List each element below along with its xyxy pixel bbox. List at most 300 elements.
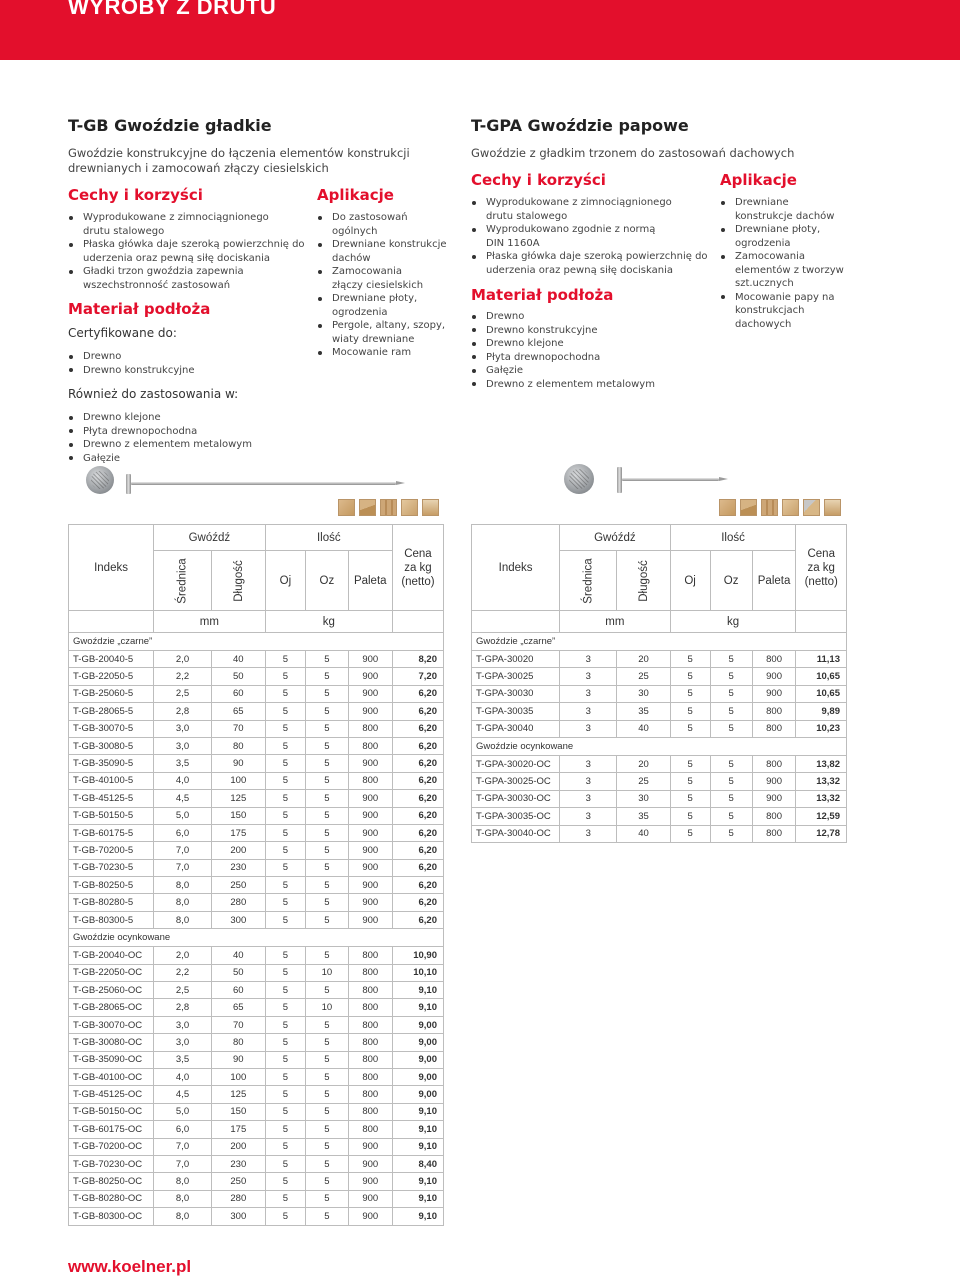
cell-price: 12,78 [796, 825, 847, 842]
cell-index: T-GPA-30025-OC [472, 773, 560, 790]
cell-oj: 5 [670, 668, 710, 685]
certified-list [68, 350, 308, 377]
cell-diameter: 8,0 [154, 1190, 212, 1207]
col-header-price: Cena za kg (netto) [392, 525, 443, 611]
table-row [69, 790, 444, 807]
cell-oj: 5 [670, 808, 710, 825]
cell-index: T-GB-30080-OC [69, 1034, 154, 1051]
col-header-price: Cena za kg (netto) [796, 525, 847, 611]
cell-index: T-GB-45125-OC [69, 1086, 154, 1103]
cell-oz: 5 [306, 1121, 349, 1138]
list-item: Płaska główka daje szeroką powierzchnię do uderzenia oraz pewną siłę dociskania [68, 238, 313, 265]
cell-price: 10,90 [392, 947, 443, 964]
cell-oj: 5 [265, 737, 305, 754]
cell-oz: 5 [306, 1173, 349, 1190]
col-header-pallet: Paleta [348, 551, 392, 611]
cell-oj: 5 [670, 773, 710, 790]
col-header-length: Długość [617, 551, 670, 611]
cell-length: 125 [211, 1086, 265, 1103]
cell-pallet: 900 [348, 1190, 392, 1207]
cell-oz: 5 [306, 755, 349, 772]
cell-pallet: 900 [348, 1173, 392, 1190]
cell-oz: 5 [306, 1016, 349, 1033]
cell-oj: 5 [670, 720, 710, 737]
features-list [68, 211, 308, 292]
cell-length: 250 [211, 1173, 265, 1190]
col-header-oj: Oj [670, 551, 710, 611]
cell-oj: 5 [265, 999, 305, 1016]
list-item: Drewno konstrukcyjne [68, 364, 308, 378]
cell-index: T-GB-30070-5 [69, 720, 154, 737]
cell-index: T-GB-20040-5 [69, 651, 154, 668]
unit-mm: mm [154, 611, 266, 633]
cell-diameter: 8,0 [154, 1208, 212, 1225]
table-row [69, 1173, 444, 1190]
cell-length: 30 [617, 685, 670, 702]
cell-oj: 5 [265, 651, 305, 668]
cell-oj: 5 [265, 720, 305, 737]
cell-length: 40 [617, 720, 670, 737]
cell-pallet: 900 [752, 685, 796, 702]
cell-oz: 5 [306, 772, 349, 789]
cell-pallet: 800 [348, 720, 392, 737]
cell-index: T-GPA-30040-OC [472, 825, 560, 842]
applications-list [317, 211, 457, 360]
cell-price: 10,10 [392, 964, 443, 981]
cell-index: T-GB-28065-OC [69, 999, 154, 1016]
cell-pallet: 900 [348, 1208, 392, 1225]
cell-price: 8,20 [392, 651, 443, 668]
cell-price: 6,20 [392, 824, 443, 841]
list-item: Płaska główka daje szeroką powierzchnię do uderzenia oraz pewną siłę dociskania [471, 250, 716, 277]
cell-index: T-GB-22050-5 [69, 668, 154, 685]
cell-length: 300 [211, 1208, 265, 1225]
product-title: T-GB Gwoździe gładkie [68, 116, 272, 135]
applications-heading: Aplikacje [317, 186, 394, 204]
cell-oj: 5 [265, 1051, 305, 1068]
cell-length: 175 [211, 1121, 265, 1138]
cell-pallet: 900 [348, 807, 392, 824]
list-item: Drewno [471, 310, 711, 324]
cell-diameter: 3 [560, 755, 617, 772]
cell-price: 9,10 [392, 982, 443, 999]
list-item: Gałęzie [68, 452, 308, 466]
table-row [69, 1155, 444, 1172]
cell-index: T-GB-80300-OC [69, 1208, 154, 1225]
wood-swatch-icon [422, 499, 439, 516]
cell-oj: 5 [265, 1121, 305, 1138]
cell-price: 9,00 [392, 1068, 443, 1085]
cell-oj: 5 [670, 825, 710, 842]
cell-price: 10,65 [796, 668, 847, 685]
cell-diameter: 7,0 [154, 859, 212, 876]
wood-swatch-icon [761, 499, 778, 516]
cell-oj: 5 [265, 1190, 305, 1207]
cell-oj: 5 [265, 859, 305, 876]
cell-price: 6,20 [392, 859, 443, 876]
col-header-diameter: Średnica [560, 551, 617, 611]
wood-swatch-icon [401, 499, 418, 516]
cell-length: 60 [211, 685, 265, 702]
cell-oj: 5 [265, 877, 305, 894]
cell-length: 40 [617, 825, 670, 842]
cell-diameter: 5,0 [154, 1103, 212, 1120]
table-row [69, 1208, 444, 1225]
wood-swatch-icon [359, 499, 376, 516]
features-list [471, 196, 711, 277]
wood-swatch-icon [803, 499, 820, 516]
group-label: Gwoździe ocynkowane [472, 737, 847, 755]
cell-diameter: 3,0 [154, 1034, 212, 1051]
cell-index: T-GB-30080-5 [69, 737, 154, 754]
cell-index: T-GB-50150-5 [69, 807, 154, 824]
cell-price: 8,40 [392, 1155, 443, 1172]
also-label: Również do zastosowania w: [68, 387, 239, 401]
cell-diameter: 3,0 [154, 1016, 212, 1033]
cell-diameter: 2,5 [154, 982, 212, 999]
cell-pallet: 800 [348, 1103, 392, 1120]
table-row [69, 859, 444, 876]
cell-diameter: 3,5 [154, 1051, 212, 1068]
cell-index: T-GPA-30035-OC [472, 808, 560, 825]
table-row [69, 1051, 444, 1068]
table-row [472, 790, 847, 807]
cell-pallet: 900 [348, 877, 392, 894]
cell-index: T-GB-35090-OC [69, 1051, 154, 1068]
cell-length: 65 [211, 703, 265, 720]
cell-diameter: 6,0 [154, 824, 212, 841]
product-tgb-title-block [68, 116, 458, 176]
cell-oj: 5 [670, 755, 710, 772]
table-row [69, 737, 444, 754]
cell-diameter: 4,5 [154, 1086, 212, 1103]
materials-list [471, 310, 711, 391]
list-item: Drewno [68, 350, 308, 364]
cell-oj: 5 [265, 790, 305, 807]
applications-section [317, 186, 457, 360]
cell-oj: 5 [265, 685, 305, 702]
list-item: Mocowanie ram [317, 346, 457, 360]
cell-oz: 5 [306, 737, 349, 754]
cell-pallet: 900 [348, 685, 392, 702]
footer-url[interactable]: www.koelner.pl [68, 1257, 192, 1276]
cell-length: 300 [211, 911, 265, 928]
cell-index: T-GPA-30040 [472, 720, 560, 737]
table-row [472, 685, 847, 702]
cell-diameter: 8,0 [154, 894, 212, 911]
cell-diameter: 3 [560, 790, 617, 807]
cell-price: 6,20 [392, 877, 443, 894]
list-item: Płyta drewnopochodna [68, 425, 308, 439]
cell-pallet: 900 [348, 824, 392, 841]
cell-oj: 5 [265, 1086, 305, 1103]
table-row [69, 651, 444, 668]
list-item: Pergole, altany, szopy, wiaty drewniane [317, 319, 462, 346]
cell-price: 13,32 [796, 773, 847, 790]
cell-index: T-GB-20040-OC [69, 947, 154, 964]
applications-heading: Aplikacje [720, 171, 797, 189]
cell-index: T-GPA-30025 [472, 668, 560, 685]
applications-list [720, 196, 860, 331]
cell-length: 80 [211, 737, 265, 754]
list-item: Zamocowania złączy ciesielskich [317, 265, 432, 292]
cell-index: T-GB-40100-5 [69, 772, 154, 789]
list-item: Drewno klejone [471, 337, 711, 351]
list-item: Gładki trzon gwoździa zapewnia wszechstronność zastosowań [68, 265, 283, 292]
cell-oj: 5 [265, 842, 305, 859]
table-row [472, 668, 847, 685]
cell-index: T-GB-45125-5 [69, 790, 154, 807]
table-row [69, 842, 444, 859]
cell-diameter: 3 [560, 773, 617, 790]
cell-oz: 5 [710, 720, 752, 737]
cell-diameter: 7,0 [154, 1155, 212, 1172]
wood-swatch-icon [338, 499, 355, 516]
cell-price: 9,00 [392, 1034, 443, 1051]
cell-oz: 5 [306, 894, 349, 911]
group-label: Gwoździe ocynkowane [69, 929, 444, 947]
table-row [69, 824, 444, 841]
cell-oz: 5 [710, 668, 752, 685]
cell-oz: 5 [306, 668, 349, 685]
cell-length: 125 [211, 790, 265, 807]
unit-cell [392, 611, 443, 633]
list-item: Drewniane płoty, ogrodzenia [317, 292, 437, 319]
features-heading: Cechy i korzyści [68, 186, 203, 204]
cell-length: 280 [211, 1190, 265, 1207]
cell-diameter: 5,0 [154, 807, 212, 824]
cell-oz: 5 [306, 790, 349, 807]
cell-price: 13,82 [796, 755, 847, 772]
unit-cell [69, 611, 154, 633]
cell-pallet: 800 [348, 999, 392, 1016]
material-heading: Materiał podłoża [68, 300, 211, 318]
cell-diameter: 3 [560, 720, 617, 737]
list-item: Drewno konstrukcyjne [471, 324, 711, 338]
table-row [69, 877, 444, 894]
cell-pallet: 900 [348, 911, 392, 928]
cell-length: 100 [211, 1068, 265, 1085]
col-header-quantity: Ilość [670, 525, 796, 551]
features-heading: Cechy i korzyści [471, 171, 606, 189]
cell-length: 150 [211, 1103, 265, 1120]
list-item: Drewno z elementem metalowym [471, 378, 711, 392]
table-row [472, 703, 847, 720]
cell-oz: 5 [306, 1103, 349, 1120]
cell-length: 60 [211, 982, 265, 999]
cell-oz: 5 [710, 790, 752, 807]
wood-swatch-icon [782, 499, 799, 516]
cell-pallet: 800 [348, 1051, 392, 1068]
cell-price: 6,20 [392, 772, 443, 789]
nail-head-icon [86, 466, 114, 494]
col-header-index: Indeks [472, 525, 560, 611]
cell-price: 9,89 [796, 703, 847, 720]
cell-diameter: 3 [560, 668, 617, 685]
table-row [69, 1103, 444, 1120]
product-tgpa-title-block [471, 116, 891, 161]
cell-index: T-GB-80250-OC [69, 1173, 154, 1190]
cell-price: 6,20 [392, 703, 443, 720]
cell-pallet: 900 [348, 1155, 392, 1172]
cell-oz: 5 [306, 1051, 349, 1068]
nail-shaft-icon [131, 482, 396, 485]
cell-diameter: 2,8 [154, 999, 212, 1016]
nail-shaft-icon [622, 478, 719, 481]
cell-pallet: 800 [752, 703, 796, 720]
cell-diameter: 2,2 [154, 668, 212, 685]
col-header-oj: Oj [265, 551, 305, 611]
cell-pallet: 800 [348, 982, 392, 999]
table-row [472, 651, 847, 668]
cell-pallet: 900 [348, 790, 392, 807]
cell-price: 6,20 [392, 911, 443, 928]
cell-price: 6,20 [392, 842, 443, 859]
cell-length: 65 [211, 999, 265, 1016]
cell-length: 80 [211, 1034, 265, 1051]
cell-pallet: 800 [752, 720, 796, 737]
page-title: WYROBY Z DRUTU [68, 0, 277, 19]
product-subtitle-line: drewnianych i zamocowań złączy ciesielskich [68, 161, 329, 175]
cell-oj: 5 [265, 807, 305, 824]
cell-diameter: 3 [560, 825, 617, 842]
cell-price: 9,00 [392, 1016, 443, 1033]
cell-oz: 10 [306, 999, 349, 1016]
group-label: Gwoździe „czarne” [472, 633, 847, 651]
table-row [472, 773, 847, 790]
cell-price: 9,10 [392, 999, 443, 1016]
cell-pallet: 800 [348, 1086, 392, 1103]
cell-index: T-GB-70230-OC [69, 1155, 154, 1172]
cell-index: T-GB-28065-5 [69, 703, 154, 720]
cell-index: T-GB-70200-OC [69, 1138, 154, 1155]
table-row [69, 964, 444, 981]
table-row [69, 911, 444, 928]
cell-pallet: 900 [348, 651, 392, 668]
cell-diameter: 3,0 [154, 737, 212, 754]
cell-diameter: 3 [560, 808, 617, 825]
cell-diameter: 4,5 [154, 790, 212, 807]
table-row [69, 1086, 444, 1103]
cell-price: 7,20 [392, 668, 443, 685]
cell-index: T-GB-70200-5 [69, 842, 154, 859]
cell-oj: 5 [265, 1068, 305, 1085]
col-header-index: Indeks [69, 525, 154, 611]
cell-oj: 5 [265, 1173, 305, 1190]
cell-diameter: 4,0 [154, 1068, 212, 1085]
col-header-oz: Oz [306, 551, 349, 611]
cell-pallet: 800 [348, 1121, 392, 1138]
list-item: Drewniane konstrukcje dachów [720, 196, 845, 223]
list-item: Drewniane płoty, ogrodzenia [720, 223, 845, 250]
cell-length: 25 [617, 773, 670, 790]
table-body [69, 633, 444, 1226]
cell-price: 9,10 [392, 1208, 443, 1225]
cell-oz: 5 [710, 703, 752, 720]
cell-oz: 5 [710, 685, 752, 702]
cell-oz: 5 [306, 1208, 349, 1225]
cell-pallet: 900 [348, 859, 392, 876]
product-subtitle-line: Gwoździe konstrukcyjne do łączenia elementów konstrukcji [68, 146, 410, 160]
certified-label: Certyfikowane do: [68, 326, 177, 340]
cell-length: 20 [617, 755, 670, 772]
cell-oj: 5 [265, 1208, 305, 1225]
cell-length: 50 [211, 964, 265, 981]
unit-kg: kg [265, 611, 392, 633]
cell-pallet: 800 [348, 772, 392, 789]
cell-pallet: 800 [348, 1068, 392, 1085]
list-item: Drewniane konstrukcje dachów [317, 238, 447, 265]
cell-diameter: 7,0 [154, 842, 212, 859]
cell-diameter: 3,0 [154, 720, 212, 737]
cell-pallet: 900 [752, 668, 796, 685]
cell-pallet: 800 [752, 755, 796, 772]
cell-oz: 5 [710, 755, 752, 772]
cell-oz: 5 [306, 1138, 349, 1155]
cell-index: T-GB-60175-5 [69, 824, 154, 841]
cell-oz: 5 [306, 720, 349, 737]
table-row [69, 947, 444, 964]
cell-index: T-GPA-30030-OC [472, 790, 560, 807]
cell-oz: 5 [306, 685, 349, 702]
cell-pallet: 900 [348, 755, 392, 772]
cell-price: 6,20 [392, 755, 443, 772]
cell-length: 100 [211, 772, 265, 789]
col-header-diameter: Średnica [154, 551, 212, 611]
cell-oj: 5 [265, 824, 305, 841]
table-row [69, 1190, 444, 1207]
nail-tip-icon [719, 477, 728, 481]
cell-index: T-GB-25060-5 [69, 685, 154, 702]
nail-head-icon [564, 464, 594, 494]
cell-price: 12,59 [796, 808, 847, 825]
features-section [471, 171, 711, 391]
cell-oj: 5 [265, 1016, 305, 1033]
cell-price: 6,20 [392, 790, 443, 807]
cell-index: T-GPA-30030 [472, 685, 560, 702]
unit-cell [796, 611, 847, 633]
table-row [69, 1034, 444, 1051]
cell-oz: 5 [306, 703, 349, 720]
cell-price: 9,10 [392, 1138, 443, 1155]
cell-diameter: 7,0 [154, 1138, 212, 1155]
cell-diameter: 3 [560, 651, 617, 668]
group-label: Gwoździe „czarne” [69, 633, 444, 651]
cell-diameter: 2,0 [154, 651, 212, 668]
cell-price: 9,00 [392, 1051, 443, 1068]
header-banner [0, 0, 960, 60]
cell-oz: 5 [306, 982, 349, 999]
table-row [69, 755, 444, 772]
list-item: Drewno klejone [68, 411, 308, 425]
cell-diameter: 8,0 [154, 877, 212, 894]
table-row [69, 1016, 444, 1033]
col-header-quantity: Ilość [265, 525, 392, 551]
cell-oj: 5 [670, 651, 710, 668]
cell-oj: 5 [265, 1138, 305, 1155]
cell-length: 35 [617, 703, 670, 720]
product-subtitle: Gwoździe z gładkim trzonem do zastosowań dachowych [471, 146, 795, 160]
cell-index: T-GPA-30020-OC [472, 755, 560, 772]
cell-price: 6,20 [392, 685, 443, 702]
cell-length: 40 [211, 947, 265, 964]
cell-price: 13,32 [796, 790, 847, 807]
cell-index: T-GB-80250-5 [69, 877, 154, 894]
cell-length: 90 [211, 1051, 265, 1068]
cell-diameter: 3 [560, 703, 617, 720]
cell-oj: 5 [265, 703, 305, 720]
table-row [69, 772, 444, 789]
